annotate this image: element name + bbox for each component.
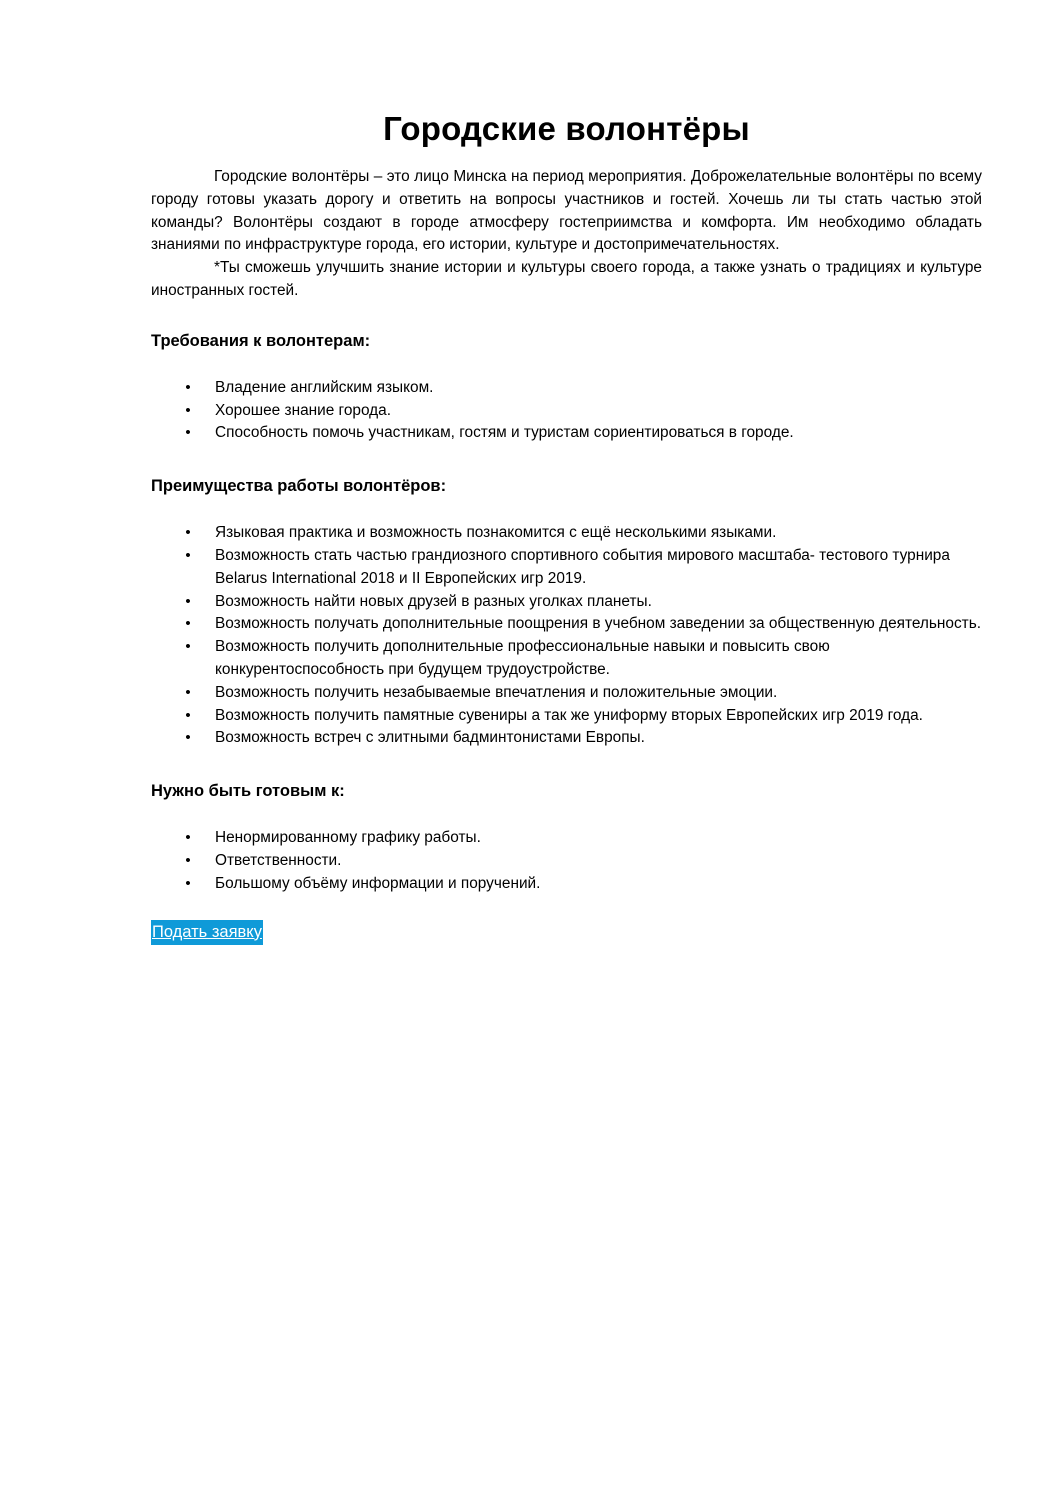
bullet-icon: • (185, 546, 191, 564)
list-item (151, 522, 982, 545)
list-item-text: Ответственности. (215, 851, 342, 869)
list-item-text: Возможность получить незабываемые впечатления и положительные эмоции. (215, 683, 778, 701)
list-item (151, 727, 982, 750)
list-item-text: Хорошее знание города. (215, 401, 391, 419)
list-item-text: Способность помочь участникам, гостям и туристам сориентироваться в городе. (215, 424, 794, 442)
bullet-icon: • (185, 729, 191, 747)
list-item-text: Владение английским языком. (215, 378, 434, 396)
readiness-list (151, 827, 982, 895)
advantages-list (151, 522, 982, 750)
bullet-icon: • (185, 378, 191, 396)
bullet-icon: • (185, 874, 191, 892)
apply-link[interactable]: Подать заявку (151, 920, 263, 945)
list-item (151, 705, 982, 728)
list-item (151, 545, 982, 591)
list-item-text: Возможность получить дополнительные профессиональные навыки и повысить свою конкурентоспособность при будущем трудоустройстве. (215, 638, 830, 678)
list-item-text: Возможность встреч с элитными бадминтонистами Европы. (215, 729, 645, 747)
intro-paragraph: Городские волонтёры – это лицо Минска на период мероприятия. Доброжелательные волонтёры по всему городу готовы указать дорогу и ответить на вопросы участников и гостей. Хочешь ли ты стать частью этой команды? Волонтёры создают в городе атмосферу гостеприимства и комфорта. Им необходимо обладать знаниями по инфраструктуре города, его истории, культуре и достопримечательностях. (151, 168, 982, 254)
bullet-icon: • (185, 401, 191, 419)
bullet-icon: • (185, 424, 191, 442)
list-item (151, 682, 982, 705)
bullet-icon: • (185, 592, 191, 610)
list-item-text: Возможность стать частью грандиозного спортивного события мирового масштаба- тестового турнира Belarus International 2018 и II Европейских игр 2019. (215, 546, 950, 587)
advantages-heading: Преимущества работы волонтёров: (151, 477, 447, 496)
bullet-icon: • (185, 524, 191, 542)
page-title: Городские волонтёры (383, 110, 750, 147)
apply-link-row (151, 896, 982, 945)
list-item (151, 636, 982, 682)
bullet-icon: • (185, 683, 191, 701)
list-item-text: Ненормированному графику работы. (215, 829, 481, 847)
requirements-heading: Требования к волонтерам: (151, 331, 371, 350)
list-item (151, 850, 982, 873)
list-item (151, 377, 982, 400)
requirements-list (151, 377, 982, 445)
bullet-icon: • (185, 829, 191, 847)
list-item (151, 873, 982, 896)
list-item-text: Возможность получать дополнительные поощрения в учебном заведении за общественную деятельность. (215, 615, 981, 633)
intro-paragraph: *Ты сможешь улучшить знание истории и культуры своего города, а также узнать о традициях и культуре иностранных гостей. (151, 259, 982, 299)
list-item-text: Большому объёму информации и поручений. (215, 874, 541, 892)
list-item (151, 400, 982, 423)
list-item (151, 422, 982, 445)
document-page (151, 100, 982, 945)
bullet-icon: • (185, 851, 191, 869)
list-item-text: Языковая практика и возможность познакомится с ещё несколькими языками. (215, 524, 777, 542)
bullet-icon: • (185, 706, 191, 724)
list-item-text: Возможность найти новых друзей в разных уголках планеты. (215, 592, 652, 610)
intro-text (151, 166, 982, 303)
readiness-heading: Нужно быть готовым к: (151, 782, 345, 801)
list-item-text: Возможность получить памятные сувениры а так же униформу вторых Европейских игр 2019 года. (215, 706, 923, 724)
list-item (151, 827, 982, 850)
bullet-icon: • (185, 615, 191, 633)
list-item (151, 591, 982, 614)
list-item (151, 613, 982, 636)
bullet-icon: • (185, 638, 191, 656)
